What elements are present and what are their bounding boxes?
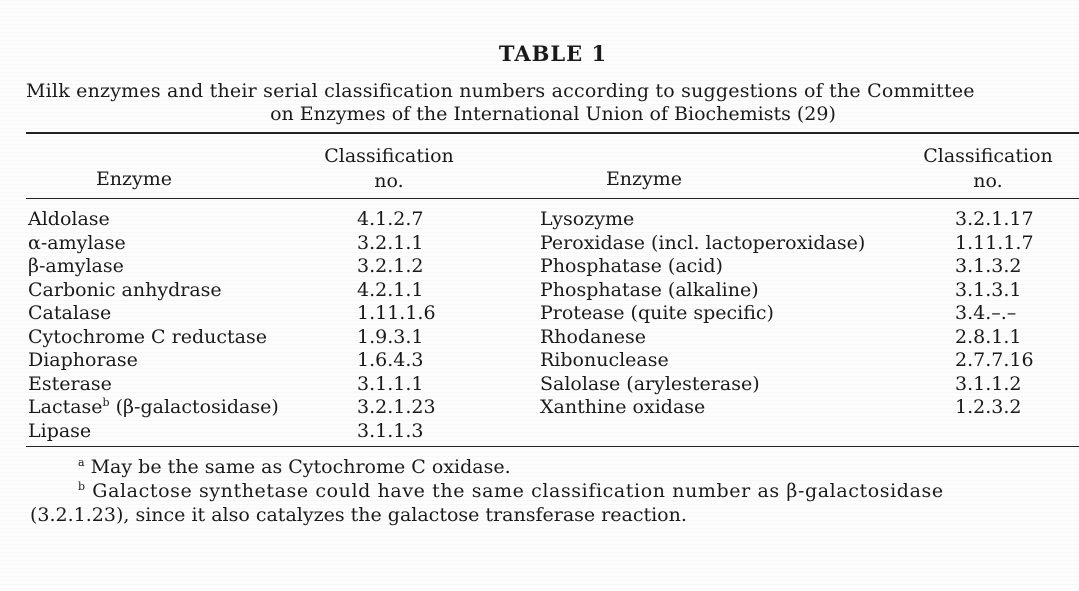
table-cell-enzyme: Protease (quite specific) xyxy=(540,302,774,324)
table-cell-enzyme: β-amylase xyxy=(28,255,124,277)
table-cell-number: 3.1.3.2 xyxy=(955,255,1022,277)
table-cell-number: 4.1.2.7 xyxy=(357,208,424,230)
table-cell-number: 3.2.1.23 xyxy=(357,396,436,418)
table-cell-enzyme: Aldolase xyxy=(28,208,110,230)
table-cell-number: 3.2.1.17 xyxy=(955,208,1034,230)
header-no-left: no. xyxy=(374,170,404,192)
table-caption-line-1: Milk enzymes and their serial classification numbers according to suggestions of the Committee xyxy=(26,80,975,102)
header-no-right: no. xyxy=(973,170,1003,192)
lactase-name: Lactase xyxy=(28,396,103,418)
bottom-rule xyxy=(26,446,1079,447)
table-cell-number: 1.11.1.7 xyxy=(955,231,1034,254)
top-rule xyxy=(26,132,1079,134)
table-caption-line-2: on Enzymes of the International Union of Biochemists (29) xyxy=(270,103,836,125)
footnote-b-marker: b xyxy=(102,396,110,409)
table-cell-number: 1.2.3.2 xyxy=(955,396,1022,418)
table-cell-number: 1.9.3.1 xyxy=(357,325,424,348)
table-cell-number: 3.1.3.1 xyxy=(955,278,1022,301)
table-cell-enzyme: Esterase xyxy=(28,372,112,395)
table-title: TABLE 1 xyxy=(498,41,608,66)
table-cell-enzyme: Phosphatase (acid) xyxy=(540,255,723,277)
table-cell-number: 2.7.7.16 xyxy=(955,349,1034,371)
header-rule xyxy=(26,198,1079,199)
left-enzyme-column xyxy=(28,208,279,443)
table-cell-number: 3.4.–.– xyxy=(955,302,1017,324)
footnote-a xyxy=(78,456,511,478)
table-cell-enzyme: Lipase xyxy=(28,419,92,442)
header-classification-right: Classification xyxy=(923,145,1053,167)
header-classification-left: Classification xyxy=(324,145,454,167)
table-cell-number: 3.2.1.2 xyxy=(357,255,424,277)
table-cell-enzyme: Rhodanese xyxy=(540,325,646,348)
footnote-a-text: May be the same as Cytochrome C oxidase. xyxy=(84,456,511,478)
table-cell-enzyme: Peroxidase (incl. lactoperoxidase) xyxy=(540,231,866,254)
footnote-b-text: Galactose synthetase could have the same classification number as β-galactosidase xyxy=(85,480,944,502)
footnote-a-marker: a xyxy=(78,456,85,469)
table-cell-number: 3.1.1.1 xyxy=(357,372,424,395)
footnote-b-line-2: (3.2.1.23), since it also catalyzes the galactose transferase reaction. xyxy=(30,504,687,526)
right-enzyme-column xyxy=(540,208,865,420)
table-cell-enzyme: Phosphatase (alkaline) xyxy=(540,278,759,301)
table-cell-enzyme: Salolase (arylesterase) xyxy=(540,372,760,395)
left-number-column xyxy=(357,208,436,443)
footnote-b-marker-note: b xyxy=(78,480,86,493)
table-cell-number: 1.11.1.6 xyxy=(357,302,436,324)
table-cell-number: 3.1.1.3 xyxy=(357,419,424,442)
table-cell-number: 3.1.1.2 xyxy=(955,372,1022,395)
table-cell-enzyme: Xanthine oxidase xyxy=(540,396,706,418)
table-cell-enzyme: Catalase xyxy=(28,302,112,324)
right-number-column xyxy=(955,208,1034,420)
table-cell-enzyme: α-amylase xyxy=(28,231,126,254)
table-cell-number: 3.2.1.1 xyxy=(357,231,424,254)
table-cell-number: 4.2.1.1 xyxy=(357,278,424,301)
table-cell-enzyme: Cytochrome C reductase xyxy=(28,325,267,348)
table-cell-enzyme: Lysozyme xyxy=(540,208,635,230)
footnote-b-line-1 xyxy=(78,480,944,502)
table-cell-enzyme: Ribonuclease xyxy=(540,349,669,371)
header-enzyme-left: Enzyme xyxy=(95,168,173,190)
table-cell-enzyme: Diaphorase xyxy=(28,349,138,371)
lactase-synonym: (β-galactosidase) xyxy=(109,396,279,418)
table-cell-enzyme-lactase xyxy=(28,396,279,420)
table-cell-number: 1.6.4.3 xyxy=(357,349,424,371)
table-cell-number: 2.8.1.1 xyxy=(955,325,1022,348)
header-enzyme-right: Enzyme xyxy=(605,168,683,190)
table-cell-enzyme: Carbonic anhydrase xyxy=(28,278,222,301)
